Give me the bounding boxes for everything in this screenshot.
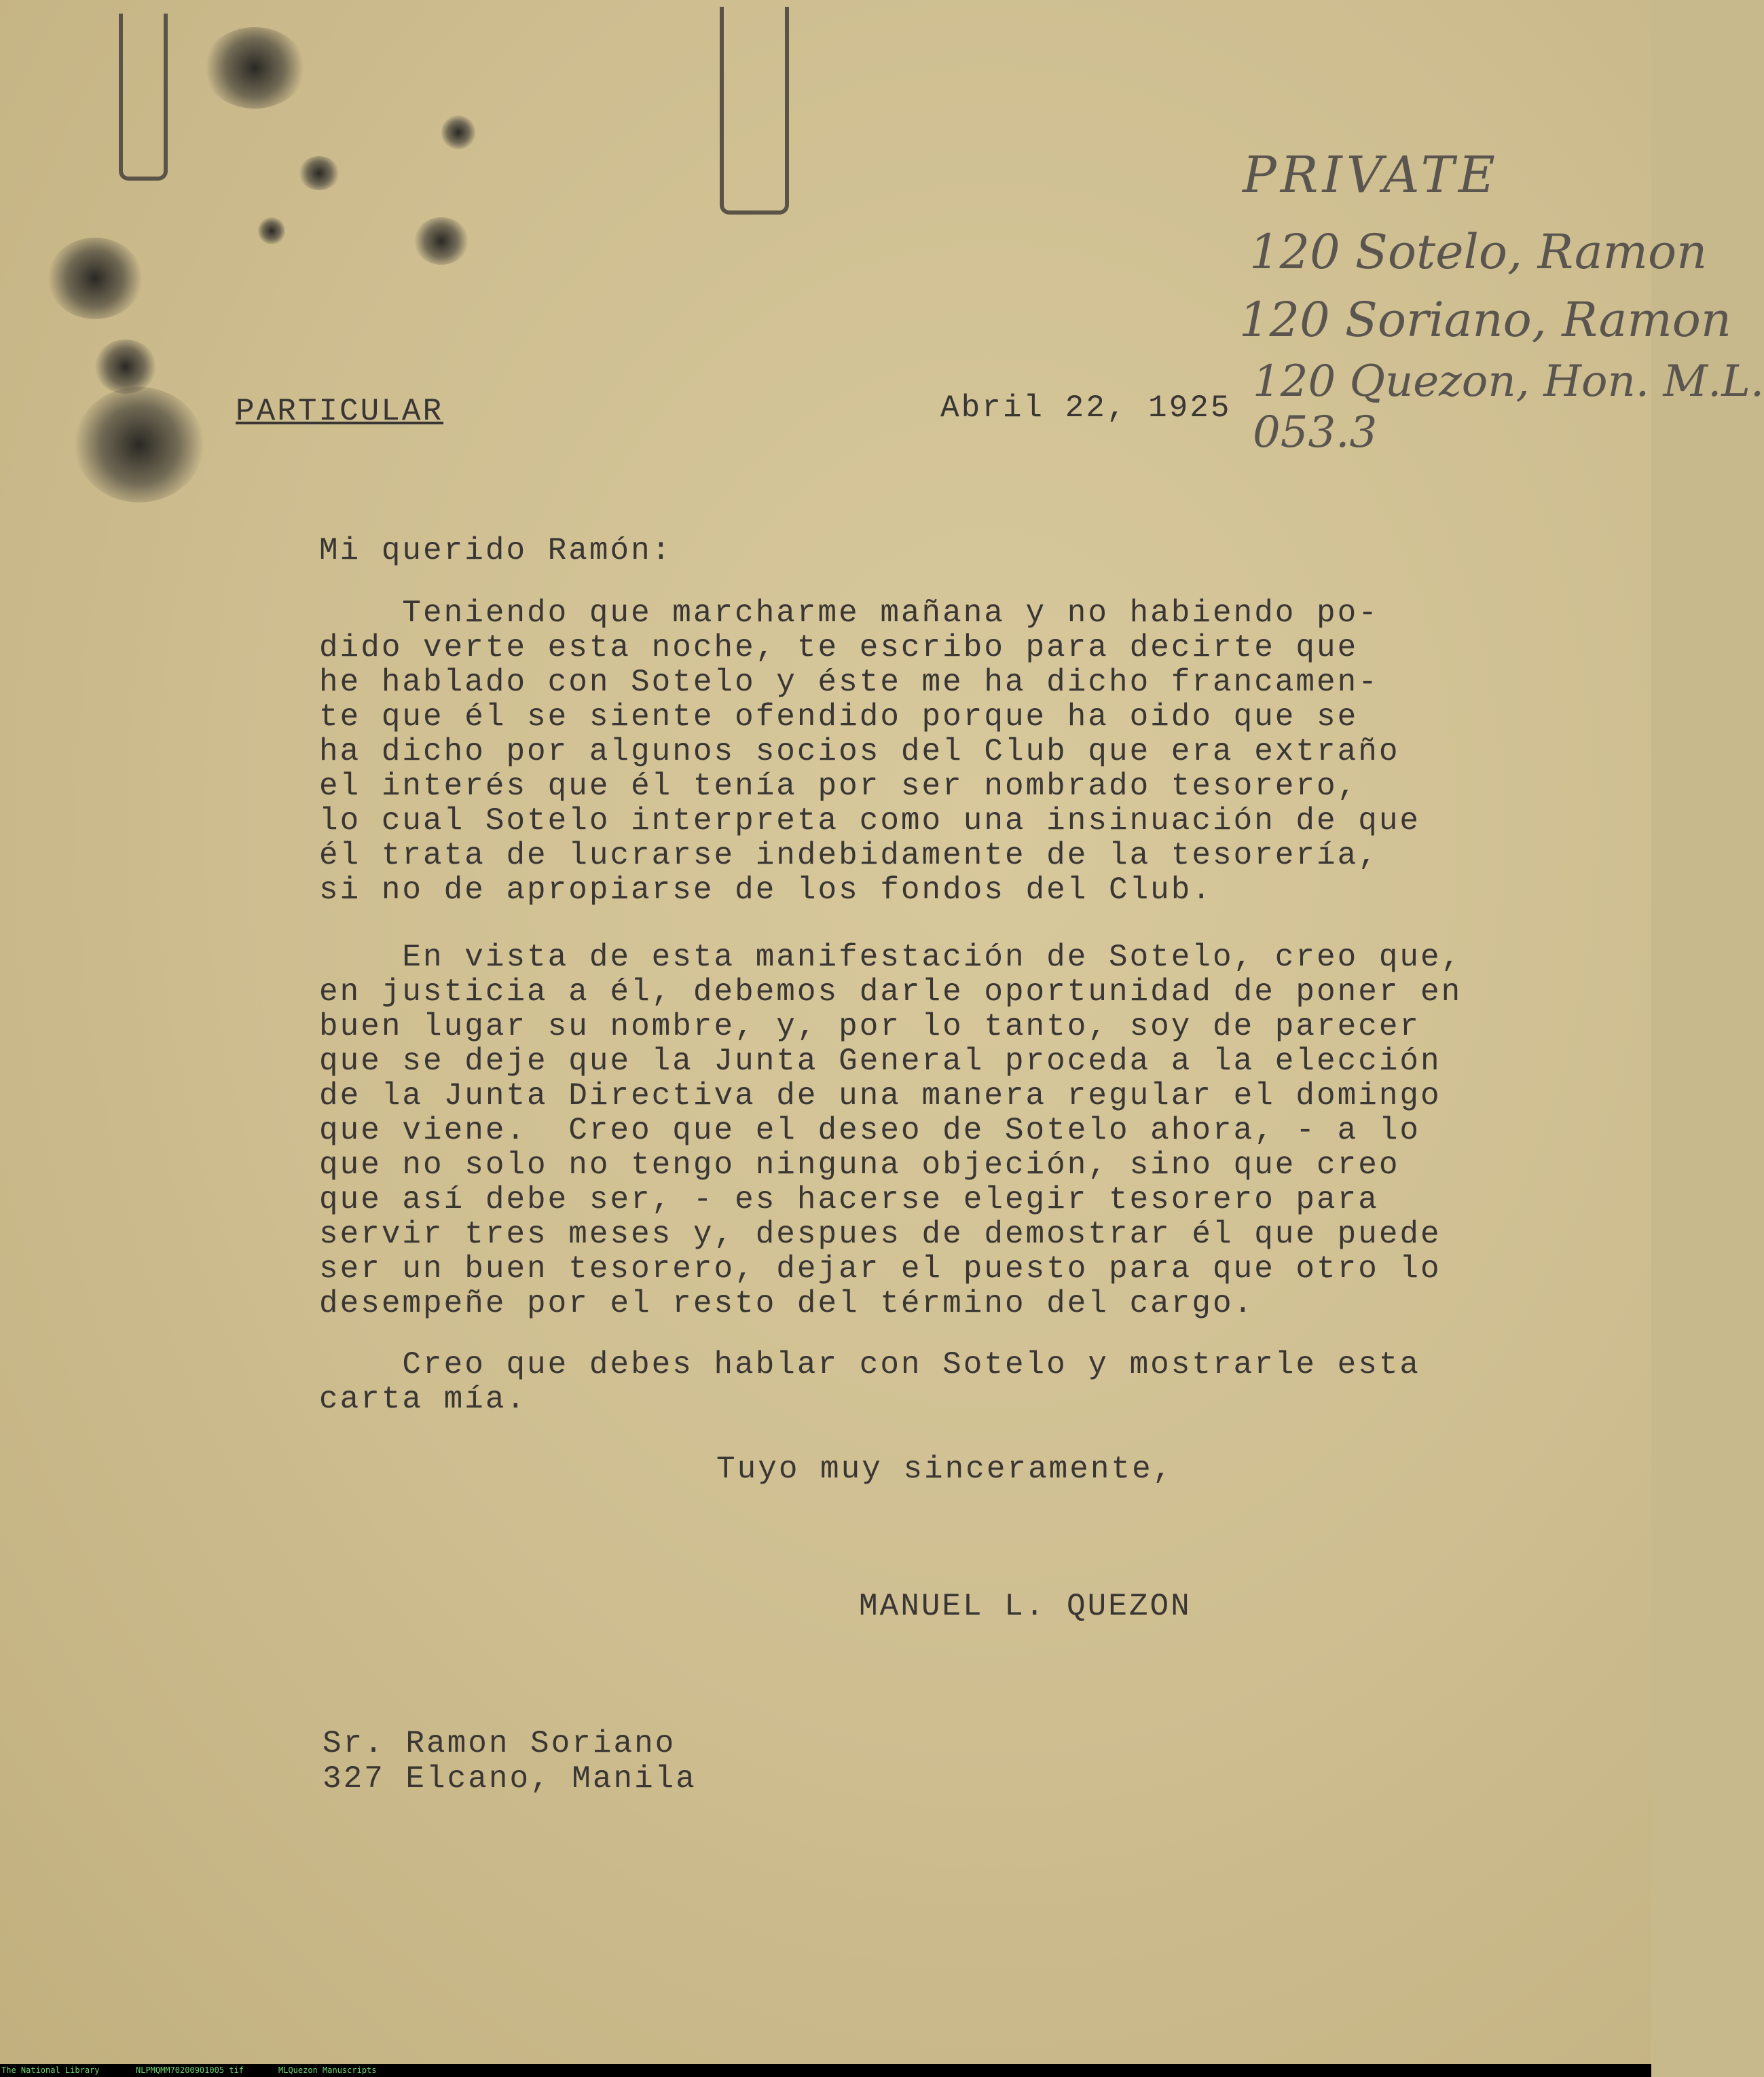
ink-stain <box>258 217 285 244</box>
letter-paragraph-2 <box>319 940 1462 1321</box>
ink-stain <box>299 156 339 190</box>
text-line: si no de apropiarse de los fondos del Club. <box>319 872 1213 908</box>
text-line: he hablado con Sotelo y éste me ha dicho francamen- <box>319 665 1379 700</box>
letter-heading: PARTICULAR <box>236 394 444 429</box>
ink-stain <box>48 238 143 319</box>
letter-paragraph-3 <box>319 1348 1420 1417</box>
letter-closing: Tuyo muy sinceramente, <box>716 1452 1174 1487</box>
ink-stain <box>441 115 475 149</box>
footer-file-id: NLPMQMM70200901005 tif <box>136 2065 244 2075</box>
ink-stain <box>75 387 204 502</box>
letter-salutation: Mi querido Ramón: <box>319 533 673 568</box>
text-line: ser un buen tesorero, dejar el puesto para que otro lo <box>319 1251 1441 1287</box>
paper-clip-mark-right <box>720 7 789 215</box>
text-line: lo cual Sotelo interpreta como una insinuación de que <box>319 803 1421 839</box>
footer-collection: MLQuezon Manuscripts <box>278 2065 377 2075</box>
handwritten-filing-note: 120 Quezon, Hon. M.L. <box>1253 356 1764 407</box>
recipient-address: 327 Elcano, Manila <box>323 1761 697 1797</box>
footer-institution: The National Library <box>1 2065 100 2075</box>
text-line: ha dicho por algunos socios del Club que era extraño <box>319 734 1400 769</box>
text-line: que no solo no tengo ninguna objeción, sino que creo <box>319 1147 1400 1183</box>
text-line: en justicia a él, debemos darle oportunidad de poner en <box>319 974 1463 1010</box>
letter-signature: MANUEL L. QUEZON <box>859 1589 1192 1624</box>
text-line: te que él se siente ofendido porque ha oido que se <box>319 699 1359 735</box>
text-line: buen lugar su nombre, y, por lo tanto, soy de parecer <box>319 1009 1421 1044</box>
handwritten-filing-note: 120 Soriano, Ramon <box>1239 292 1731 348</box>
text-line: Creo que debes hablar con Sotelo y mostrarle esta <box>319 1347 1421 1382</box>
text-line: que viene. Creo que el deseo de Sotelo ahora, - a lo <box>319 1113 1421 1148</box>
handwritten-filing-note: 120 Sotelo, Ramon <box>1249 224 1708 280</box>
text-line: dido verte esta noche, te escribo para decirte que <box>319 630 1359 665</box>
text-line: En vista de esta manifestación de Sotelo, creo que, <box>319 940 1463 975</box>
text-line: que así debe ser, - es hacerse elegir tesorero para <box>319 1182 1379 1217</box>
text-line: Teniendo que marcharme mañana y no habiendo po- <box>319 595 1379 631</box>
text-line: él trata de lucrarse indebidamente de la tesorería, <box>319 838 1379 873</box>
handwritten-file-number: 053.3 <box>1253 407 1378 458</box>
text-line: desempeñe por el resto del término del cargo. <box>319 1286 1255 1321</box>
text-line: servir tres meses y, despues de demostrar él que puede <box>319 1217 1441 1252</box>
ink-stain <box>204 27 306 109</box>
scan-footer <box>0 2064 1651 2077</box>
letter-paragraph-1 <box>319 596 1420 908</box>
handwritten-private: PRIVATE <box>1243 146 1499 204</box>
recipient-name: Sr. Ramon Soriano <box>323 1726 676 1761</box>
paper-clip-mark-left <box>119 14 168 181</box>
text-line: que se deje que la Junta General proceda a la elección <box>319 1044 1441 1079</box>
letter-date: Abril 22, 1925 <box>940 390 1232 426</box>
ink-stain <box>414 217 468 265</box>
text-line: el interés que él tenía por ser nombrado tesorero, <box>319 769 1359 804</box>
ink-stain <box>95 339 156 394</box>
text-line: carta mía. <box>319 1382 528 1417</box>
text-line: de la Junta Directiva de una manera regular el domingo <box>319 1078 1441 1114</box>
